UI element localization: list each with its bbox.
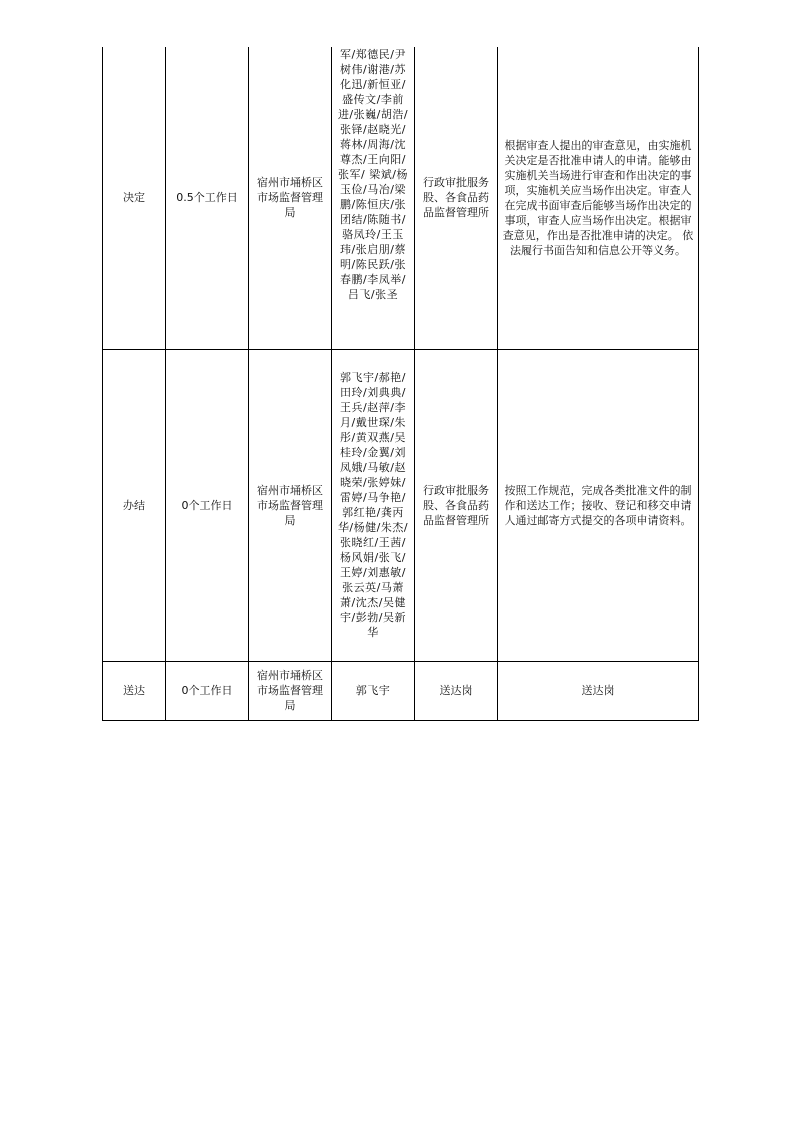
organization-cell: 宿州市埇桥区市场监督管理局 bbox=[249, 661, 332, 720]
step-cell: 送达 bbox=[103, 661, 166, 720]
staff-cell bbox=[332, 661, 415, 720]
post-cell: 行政审批服务股、各食品药品监督管理所 bbox=[415, 47, 498, 349]
time-limit-cell: 0个工作日 bbox=[166, 661, 249, 720]
staff-list: 军/郑德民/尹树伟/谢港/苏化迅/新恒亚/盛传文/李前进/张巍/胡浩/张铎/赵晓光/蒋林/周海/沈尊杰/王向阳/张军/ 梁斌/杨玉俭/马冶/梁鹏/陈恒庆/张团结/陈随书/骆凤玲/王玉玮/张启朋/蔡明/陈民跃/张春鹏/李凤举/吕飞/张圣 bbox=[337, 48, 409, 301]
description-cell: 根据审查人提出的审查意见，由实施机关决定是否批准申请人的申请。能够由实施机关当场进行审查和作出决定的事项，实施机关应当场作出决定。审查人在完成书面审查后能够当场作出决定的事项，审查人应当场作出决定。根据审查意见，作出是否批准申请的决定。 依法履行书面告知和信息公开等义务。 bbox=[498, 47, 699, 349]
table-row bbox=[103, 349, 699, 661]
organization-cell: 宿州市埇桥区市场监督管理局 bbox=[249, 349, 332, 661]
table-row bbox=[103, 47, 699, 349]
post-cell: 送达岗 bbox=[415, 661, 498, 720]
organization-cell: 宿州市埇桥区市场监督管理局 bbox=[249, 47, 332, 349]
staff-list: 郭飞宇 bbox=[355, 684, 391, 697]
staff-list: 郭飞宇/郝艳/田玲/刘典典/王兵/赵萍/李月/戴世琛/朱彤/黄双燕/吴桂玲/金翼/刘凤娥/马敏/赵晓荣/张婷妹/雷婷/马争艳/郭红艳/龚丙华/杨健/朱杰/张晓红/王茜/杨风娟/张飞/王婷/刘惠敏/张云英/马萧萧/沈杰/吴健宇/彭勃/吴新华 bbox=[337, 371, 409, 639]
table-row bbox=[103, 661, 699, 720]
post-cell: 行政审批服务股、各食品药品监督管理所 bbox=[415, 349, 498, 661]
staff-cell bbox=[332, 349, 415, 661]
staff-cell bbox=[332, 47, 415, 349]
step-cell: 决定 bbox=[103, 47, 166, 349]
time-limit-cell: 0个工作日 bbox=[166, 349, 249, 661]
time-limit-cell: 0.5个工作日 bbox=[166, 47, 249, 349]
description-cell: 送达岗 bbox=[498, 661, 699, 720]
step-cell: 办结 bbox=[103, 349, 166, 661]
description-cell: 按照工作规范，完成各类批准文件的制作和送达工作；接收、登记和移交申请人通过邮寄方式提交的各项申请资料。 bbox=[498, 349, 699, 661]
process-table bbox=[102, 47, 699, 721]
